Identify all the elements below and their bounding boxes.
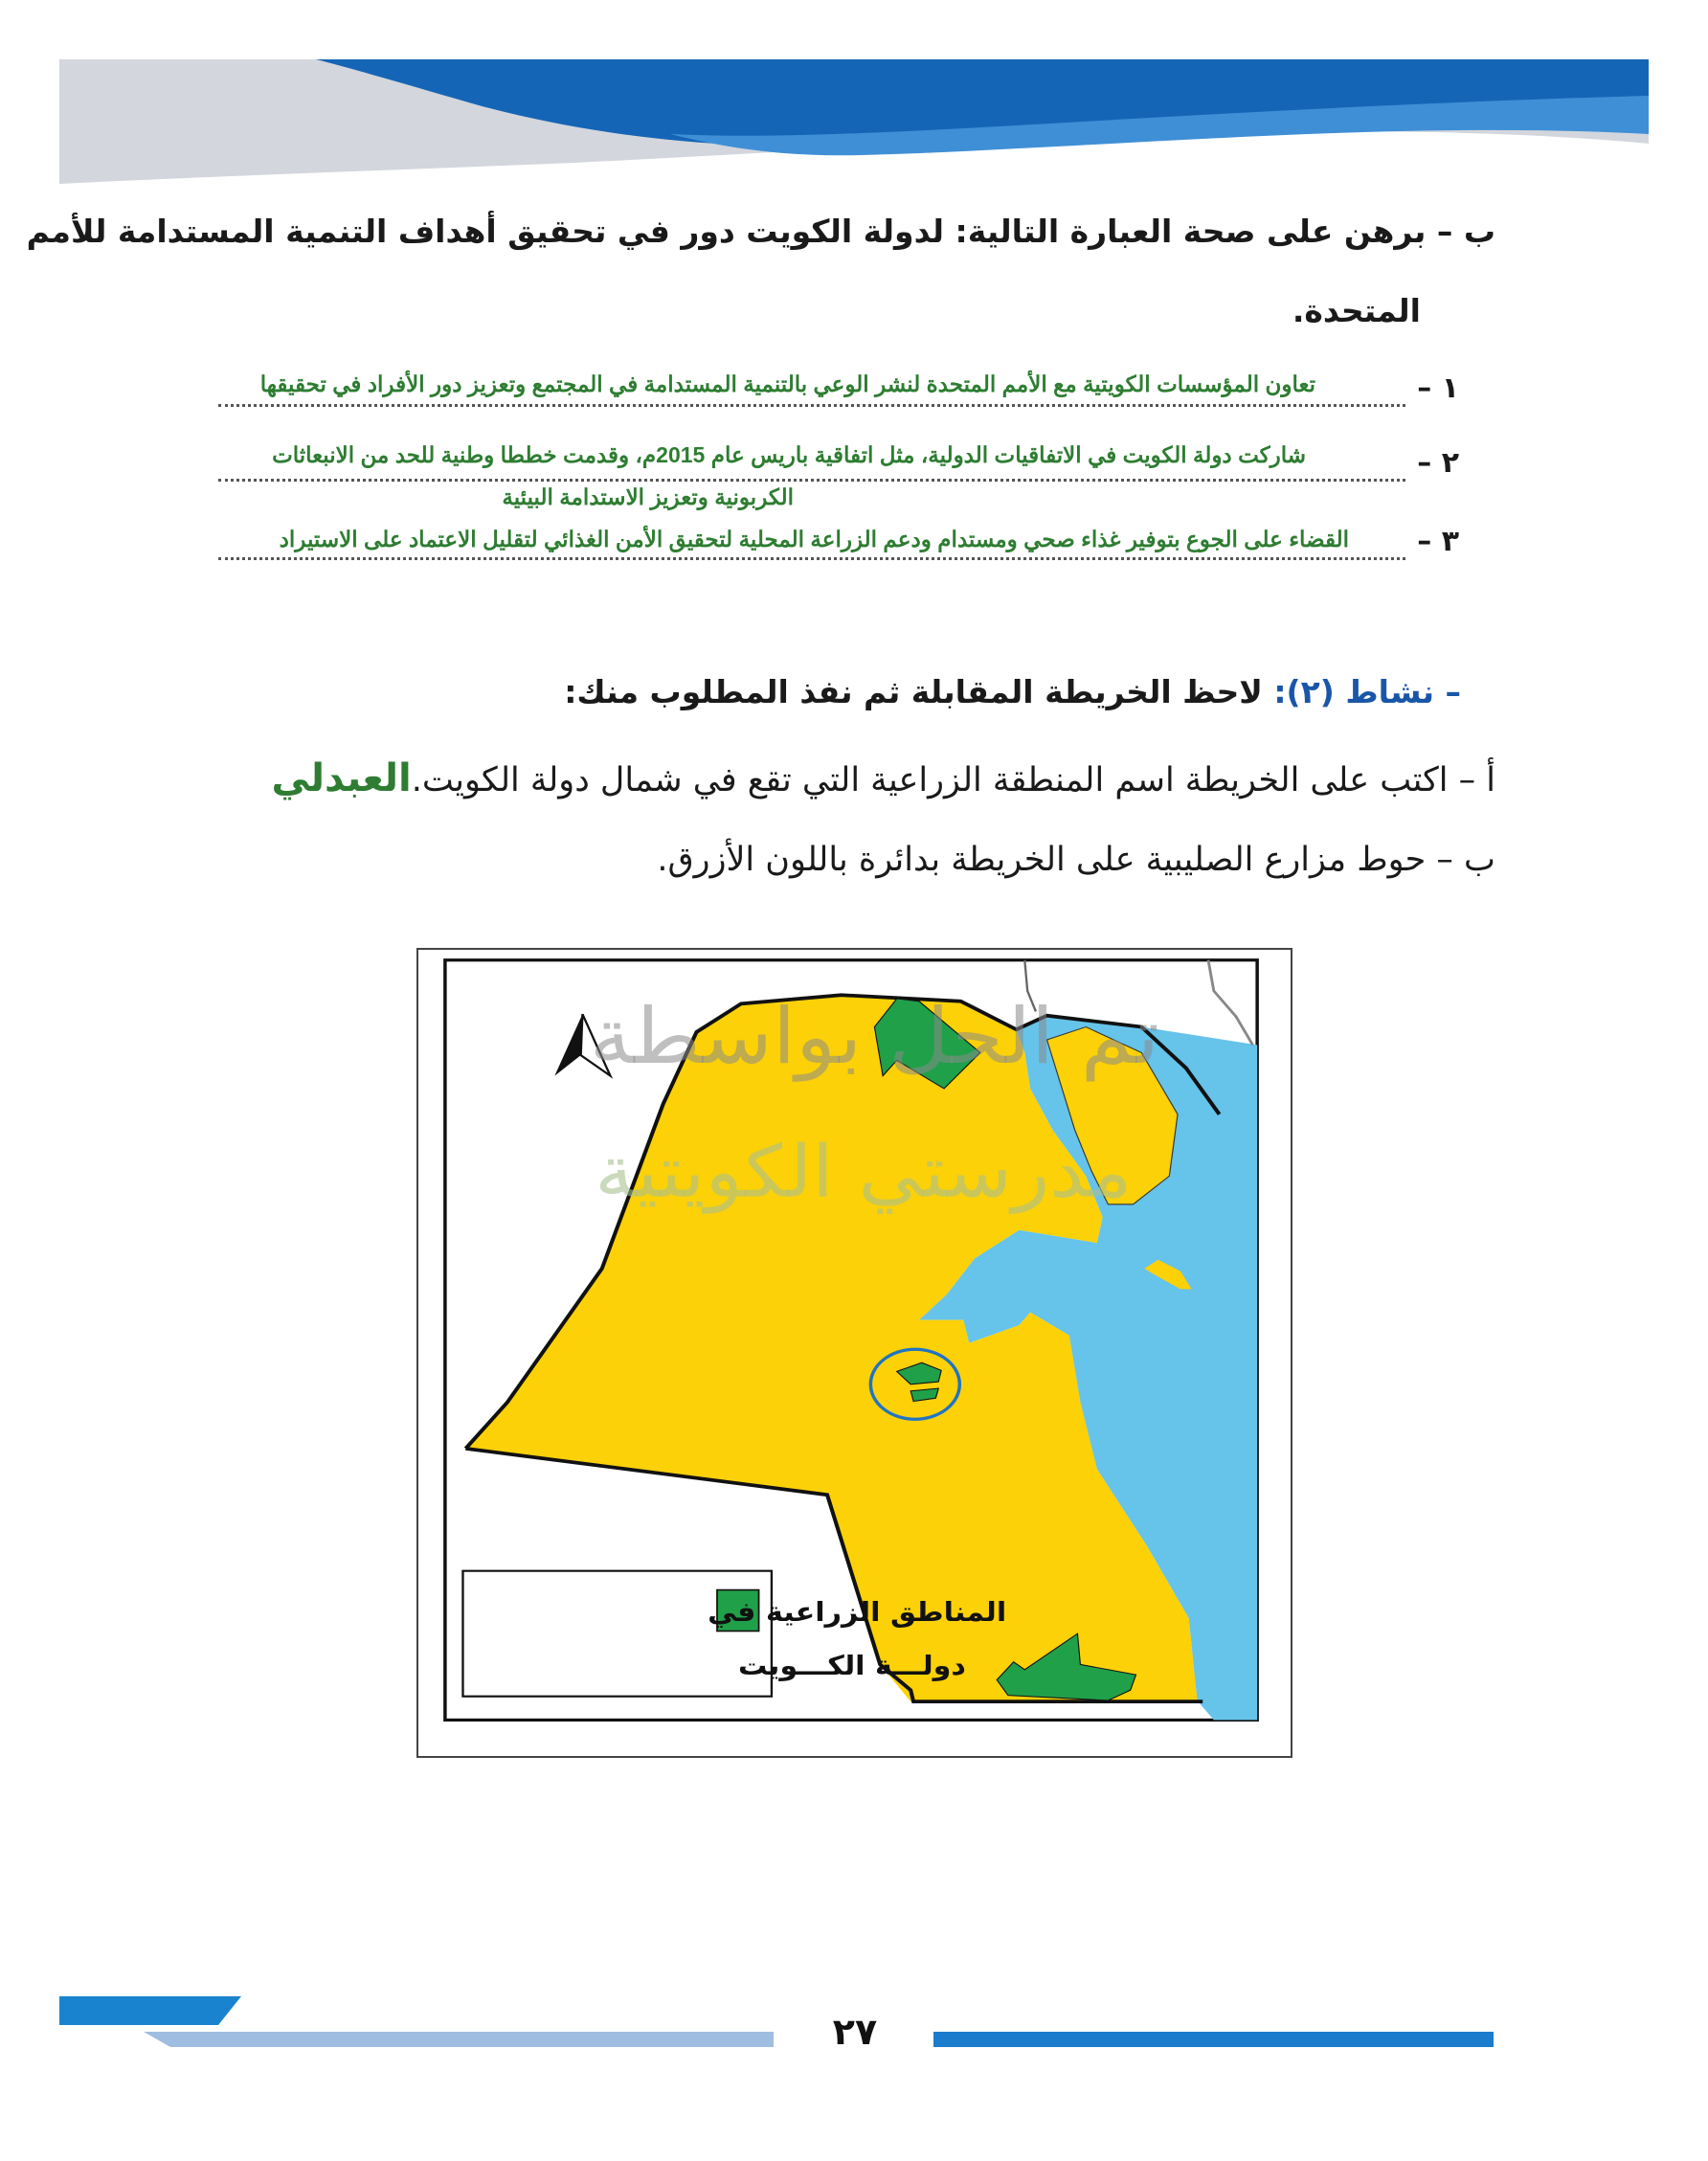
activity-text: لاحظ الخريطة المقابلة ثم نفذ المطلوب منك: (564, 673, 1263, 710)
watermark-line1: تم الحل بواسطة (589, 991, 1160, 1082)
header-banner (0, 0, 1708, 191)
task-a-answer[interactable]: العبدلي (271, 756, 412, 800)
answer-3-text[interactable]: القضاء على الجوع بتوفير غذاء صحي ومستدام ودعم الزراعة المحلية لتحقيق الأمن الغذائي لتقليل الاعتماد على الاستيراد (279, 527, 1349, 552)
svg-text:المناطق الزراعية في: المناطق الزراعية في (708, 1595, 1007, 1628)
task-b: ب – حوط مزارع الصليبية على الخريطة بدائرة باللون الأزرق. (657, 841, 1495, 879)
kuwait-map (416, 948, 1292, 1758)
answer-2-text[interactable]: شاركت دولة الكويت في الاتفاقيات الدولية، مثل اتفاقية باريس عام 2015م، وقدمت خططا وطنية للحد من الانبعاثات (272, 442, 1306, 467)
task-a: أ – اكتب على الخريطة اسم المنطقة الزراعية التي تقع في شمال دولة الكويت.العبدلي (271, 756, 1495, 800)
watermark-line2: مدرستي الكويتية (595, 1130, 1133, 1214)
question-b-line1: ب – برهن على صحة العبارة التالية: لدولة الكويت دور في تحقيق أهداف التنمية المستدامة للأمم (26, 213, 1495, 250)
activity-heading (564, 673, 1461, 710)
answer-1-text[interactable]: تعاون المؤسسات الكويتية مع الأمم المتحدة لنشر الوعي بالتنمية المستدامة في المجتمع وتعزيز دور الأفراد في تحقيقها (259, 371, 1315, 396)
answer-2-text-cont[interactable]: الكربونية وتعزيز الاستدامة البيئية (502, 484, 794, 509)
activity-label: – نشاط (٢): (1273, 673, 1461, 710)
page-number: ٢٧ (832, 2011, 878, 2053)
question-b-line2: المتحدة. (1292, 292, 1421, 329)
svg-text:دولـــة الكـــويت: دولـــة الكـــويت (738, 1650, 966, 1681)
